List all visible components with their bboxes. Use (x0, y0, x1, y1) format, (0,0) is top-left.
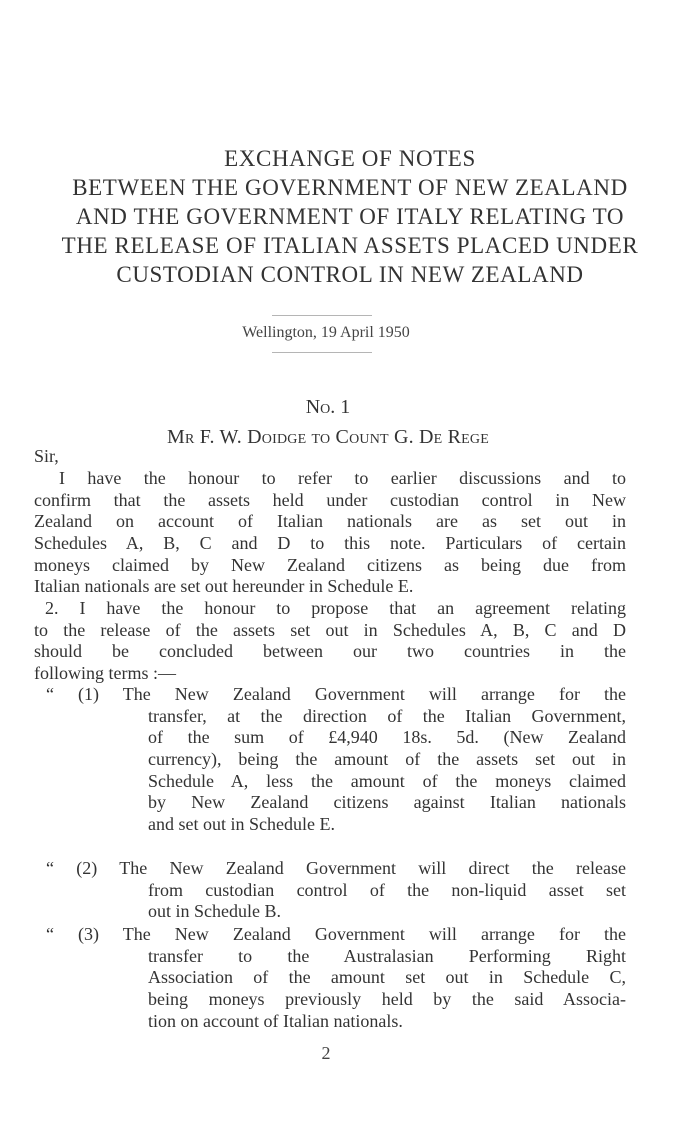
term-line: out in Schedule B. (148, 901, 281, 922)
paragraph-line: Zealand on account of Italian nationals are as set out in (34, 511, 626, 532)
term-line: “ (3) The New Zealand Government will arrange for the (46, 924, 626, 944)
term-line: Association of the amount set out in Schedule C, (148, 967, 626, 988)
term-line: from custodian control of the non-liquid asset set (148, 879, 626, 900)
paragraph-2 (34, 598, 626, 685)
term-line: “ (2) The New Zealand Government will direct the release (46, 858, 626, 878)
paragraph-line: following terms :— (34, 663, 176, 684)
page-number: 2 (321, 1043, 331, 1063)
note-heading: Mr F. W. Doidge to Count G. De Rege (167, 426, 489, 448)
term-line: Schedule A, less the amount of the moneys claimed (148, 770, 626, 791)
term-3 (34, 924, 626, 1034)
paragraph-line: moneys claimed by New Zealand citizens as being due from (34, 554, 626, 575)
term-line: currency), being the amount of the assets set out in (148, 749, 626, 770)
term-line: and set out in Schedule E. (148, 814, 335, 835)
paragraph-line: 2. I have the honour to propose that an agreement relating (45, 598, 626, 618)
divider-rule (272, 352, 372, 353)
paragraph-line: to the release of the assets set out in Schedules A, B, C and D (34, 619, 626, 640)
term-2 (34, 858, 626, 924)
paragraph-line: confirm that the assets held under custodian control in New (34, 489, 626, 510)
title-line: EXCHANGE OF NOTES (224, 146, 476, 171)
term-line: of the sum of £4,940 18s. 5d. (New Zealand (148, 727, 626, 748)
divider-rule (272, 315, 372, 316)
term-line: “ (1) The New Zealand Government will arrange for the (46, 684, 626, 704)
paragraph-1 (34, 468, 626, 598)
term-line: by New Zealand citizens against Italian nationals (148, 792, 626, 813)
term-line: tion on account of Italian nationals. (148, 1010, 403, 1031)
dateline: Wellington, 19 April 1950 (242, 324, 410, 341)
paragraph-line: Italian nationals are set out hereunder in Schedule E. (34, 576, 414, 597)
paragraph-line: should be concluded between our two countries in the (34, 641, 626, 662)
term-line: transfer, at the direction of the Italian Government, (148, 705, 626, 726)
title-line: THE RELEASE OF ITALIAN ASSETS PLACED UNDER (61, 233, 639, 258)
title-line: BETWEEN THE GOVERNMENT OF NEW ZEALAND (72, 175, 628, 200)
term-line: transfer to the Australasian Performing Right (148, 945, 626, 966)
term-line: being moneys previously held by the said Associa- (148, 989, 626, 1010)
paragraph-line: Schedules A, B, C and D to this note. Particulars of certain (34, 533, 626, 554)
title-line: AND THE GOVERNMENT OF ITALY RELATING TO (75, 204, 625, 229)
note-number: No. 1 (305, 396, 351, 418)
paragraph-line: I have the honour to refer to earlier discussions and to (59, 468, 626, 488)
document-title (26, 144, 674, 289)
term-1 (34, 684, 626, 858)
salutation-text: Sir, (34, 446, 59, 466)
title-line: CUSTODIAN CONTROL IN NEW ZEALAND (116, 262, 584, 287)
salutation (34, 446, 626, 468)
